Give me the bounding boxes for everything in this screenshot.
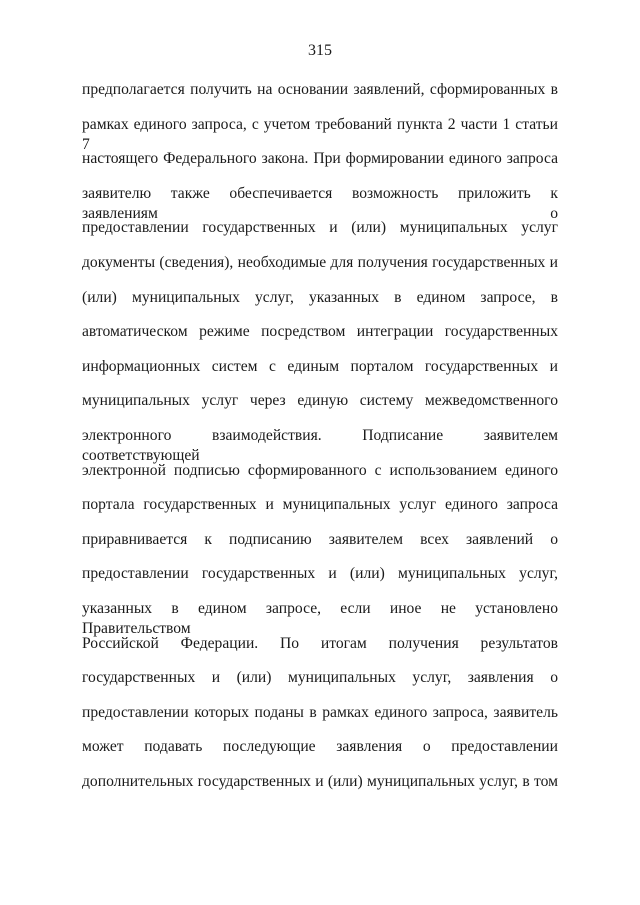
text-line: предоставлении которых поданы в рамках единого запроса, заявитель bbox=[82, 703, 558, 721]
text-line: электронного взаимодействия. Подписание заявителем соответствующей bbox=[82, 426, 558, 464]
text-line: (или) муниципальных услуг, указанных в едином запросе, в bbox=[82, 288, 558, 306]
text-line: приравнивается к подписанию заявителем всех заявлений о bbox=[82, 530, 558, 548]
text-line: портала государственных и муниципальных услуг единого запроса bbox=[82, 496, 558, 514]
text-line: предоставлении государственных и (или) муниципальных услуг bbox=[82, 219, 558, 237]
text-line: рамках единого запроса, с учетом требований пункта 2 части 1 статьи 7 bbox=[82, 115, 558, 153]
text-line: муниципальных услуг через единую систему межведомственного bbox=[82, 392, 558, 410]
text-line: предоставлении государственных и (или) муниципальных услуг, bbox=[82, 565, 558, 583]
text-line: настоящего Федерального закона. При формировании единого запроса bbox=[82, 150, 558, 168]
text-line: автоматическом режиме посредством интеграции государственных bbox=[82, 323, 558, 341]
text-line: документы (сведения), необходимые для получения государственных и bbox=[82, 253, 558, 271]
text-line: предполагается получить на основании заявлений, сформированных в bbox=[82, 81, 558, 98]
page-number: 315 bbox=[308, 42, 332, 59]
text-line: может подавать последующие заявления о предоставлении bbox=[82, 738, 558, 756]
text-line: информационных систем с единым порталом государственных и bbox=[82, 357, 558, 375]
text-line: электронной подписью сформированного с использованием единого bbox=[82, 461, 558, 479]
text-line: дополнительных государственных и (или) муниципальных услуг, в том bbox=[82, 772, 558, 790]
text-line: государственных и (или) муниципальных услуг, заявления о bbox=[82, 669, 558, 687]
text-line: Российской Федерации. По итогам получения результатов bbox=[82, 634, 558, 652]
text-line: заявителю также обеспечивается возможность приложить к заявлениям о bbox=[82, 184, 558, 222]
text-line: указанных в едином запросе, если иное не установлено Правительством bbox=[82, 599, 558, 637]
body-text bbox=[82, 80, 558, 806]
